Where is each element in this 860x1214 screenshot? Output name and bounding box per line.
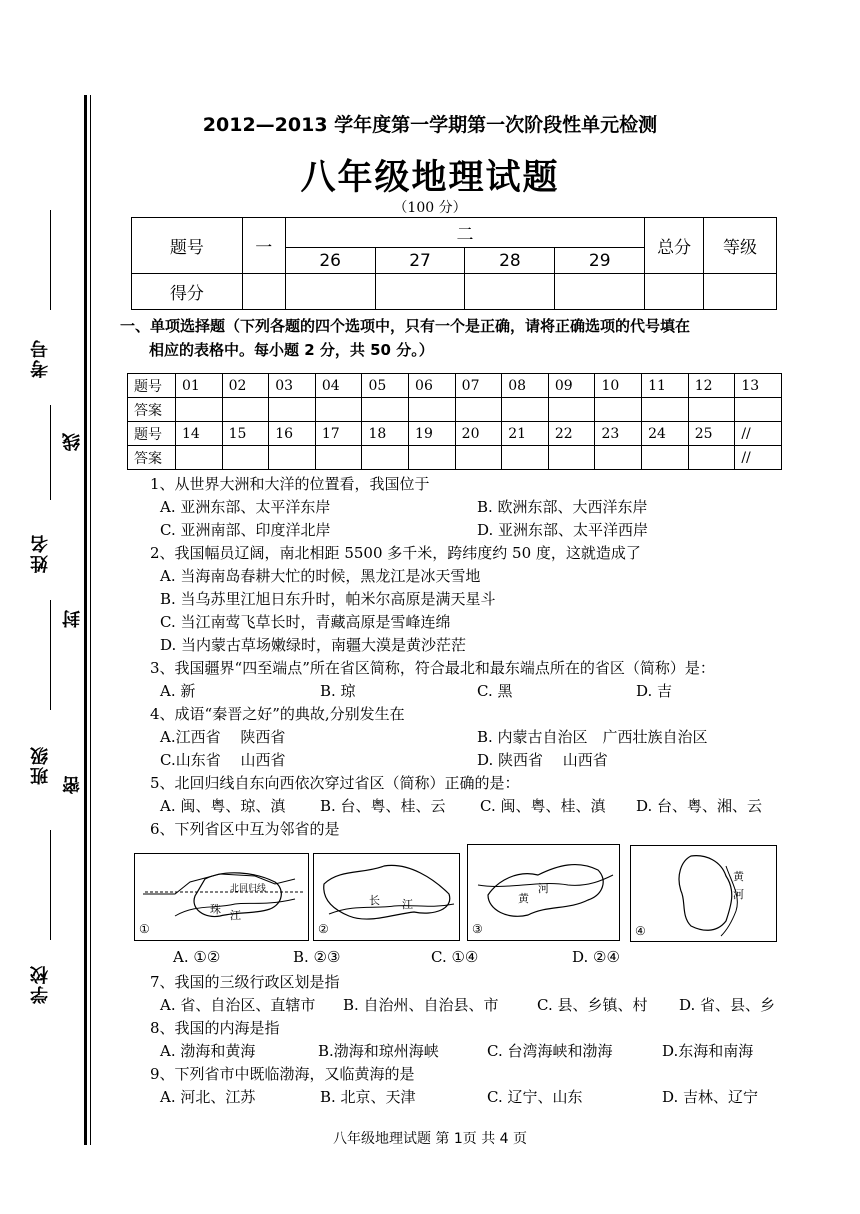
question-number: 07 [455,374,502,398]
map-1-graphic [135,854,308,940]
option[interactable]: D. 当内蒙古草场嫩绿时，南疆大漠是黄沙茫茫 [160,636,467,654]
answer-cell[interactable] [642,398,689,422]
question-stem: 4、成语“秦晋之好”的典故,分别发生在 [150,705,405,723]
exam-subtitle: 2012—2013 学年度第一学期第一次阶段性单元检测 [202,114,658,136]
answer-cell[interactable] [688,446,735,470]
answer-row-label: 题号 [128,422,176,446]
question-number: // [735,422,782,446]
option[interactable]: D. 亚洲东部、太平洋西岸 [477,521,649,539]
answer-cell[interactable] [362,398,409,422]
answer-cell[interactable] [595,398,642,422]
option[interactable]: A. 闽、粤、琼、滇 [160,797,286,815]
question-number: 09 [548,374,595,398]
question-stem: 3、我国疆界“四至端点”所在省区简称，符合最北和最东端点所在的省区（简称）是： [150,659,715,677]
answer-cell[interactable] [455,398,502,422]
question-stem: 7、我国的三级行政区划是指 [150,973,340,991]
blank-line-school [50,830,51,940]
question-number: 05 [362,374,409,398]
question-number: 20 [455,422,502,446]
question-number: 02 [222,374,269,398]
answer-cell[interactable] [735,398,782,422]
option[interactable]: B. 欧洲东部、大西洋东岸 [477,498,648,516]
map-4-number: ④ [635,924,646,938]
score-cell[interactable] [555,274,645,310]
answer-cell[interactable] [269,446,316,470]
question-stem: 5、北回归线自东向西依次穿过省区（简称）正确的是： [150,774,520,792]
option[interactable]: C. 辽宁、山东 [487,1088,583,1106]
seal-char-secret: 密 [62,776,83,794]
option[interactable]: B. ②③ [293,948,341,966]
answer-cell[interactable] [409,398,456,422]
option[interactable]: C. 闽、粤、桂、滇 [480,797,606,815]
question-number: 21 [502,422,549,446]
score-col-two: 二 [285,218,644,248]
option[interactable]: D. ②④ [572,948,620,966]
question-number: 04 [315,374,362,398]
section-heading-line1: 一、单项选择题（下列各题的四个选项中，只有一个是正确，请将正确选项的代号填在 [120,317,691,335]
answer-cell[interactable] [502,398,549,422]
map-4-label-huang: 黄 [733,870,744,883]
blank-line-class [50,600,51,710]
answer-cell[interactable] [409,446,456,470]
map-4-graphic [631,846,776,941]
option[interactable]: B. 台、粤、桂、云 [320,797,446,815]
question-number: 24 [642,422,689,446]
option[interactable]: A. 省、自治区、直辖市 [160,996,316,1014]
option[interactable]: A. 新 [160,682,196,700]
question-number: 14 [176,422,223,446]
question-stem: 6、下列省区中互为邻省的是 [150,820,340,838]
map-4 [630,845,777,942]
question-number: 18 [362,422,409,446]
score-cell[interactable] [465,274,555,310]
score-subcol: 26 [285,248,375,274]
map-3-number: ③ [472,922,483,936]
answer-cell[interactable] [176,398,223,422]
score-cell[interactable] [645,274,704,310]
page-footer: 八年级地理试题 第 1页 共 4 页 [332,1131,528,1147]
option[interactable]: D. 省、县、乡 [679,996,776,1014]
answer-cell[interactable] [362,446,409,470]
option[interactable]: C. 台湾海峡和渤海 [487,1042,613,1060]
answer-cell[interactable] [315,398,362,422]
score-subcol: 28 [465,248,555,274]
map-1 [134,853,309,941]
blank-line-exam-no [50,210,51,310]
answer-cell[interactable] [269,398,316,422]
answer-cell-empty: // [735,446,782,470]
option[interactable]: D.东海和南海 [662,1042,754,1060]
question-number: 19 [409,422,456,446]
map-1-number: ① [139,922,150,936]
label-name: 姓名 [30,533,51,573]
map-1-label-river: 江 [230,909,241,922]
seal-char-seal: 封 [62,610,83,628]
map-1-label-tropic: 北回归线 [230,884,267,894]
question-number: 11 [642,374,689,398]
question-number: 15 [222,422,269,446]
map-3-label-he: 河 [538,882,549,895]
label-exam-no: 考号 [30,338,51,378]
answer-row-label: 答案 [128,446,176,470]
option[interactable]: B. 内蒙古自治区 广西壮族自治区 [477,728,708,746]
score-row-label: 得分 [132,274,243,310]
score-cell[interactable] [242,274,285,310]
map-3 [467,844,620,941]
score-col-total: 总分 [645,218,704,274]
option[interactable]: C. 县、乡镇、村 [537,996,648,1014]
answer-cell[interactable] [595,446,642,470]
option[interactable]: B. 琼 [320,682,356,700]
answer-cell[interactable] [502,446,549,470]
question-number: 22 [548,422,595,446]
score-cell[interactable] [285,274,375,310]
answer-cell[interactable] [222,446,269,470]
option[interactable]: C. 当江南莺飞草长时，青藏高原是雪峰连绵 [160,613,451,631]
option[interactable]: D. 吉林、辽宁 [662,1088,759,1106]
map-3-label-huang: 黄 [518,892,529,905]
question-number: 16 [269,422,316,446]
question-stem: 2、我国幅员辽阔，南北相距 5500 多千米，跨纬度约 50 度，这就造成了 [150,544,641,562]
seal-char-line: 线 [62,433,83,451]
question-stem: 9、下列省市中既临渤海，又临黄海的是 [150,1065,415,1083]
question-number: 08 [502,374,549,398]
option[interactable]: A.江西省 陕西省 [160,728,286,746]
question-stem: 8、我国的内海是指 [150,1019,280,1037]
exam-title: 八年级地理试题 [300,158,560,198]
score-col-grade: 等级 [704,218,777,274]
option[interactable]: D. 陕西省 山西省 [477,751,608,769]
score-col-question: 题号 [132,218,243,274]
option[interactable]: D. 台、粤、湘、云 [636,797,763,815]
score-subcol: 27 [375,248,465,274]
label-class: 班级 [30,745,51,785]
answer-cell[interactable] [688,398,735,422]
answer-cell[interactable] [548,398,595,422]
question-stem: 1、从世界大洲和大洋的位置看，我国位于 [150,475,430,493]
question-number: 06 [409,374,456,398]
answer-cell[interactable] [548,446,595,470]
option[interactable]: B. 当乌苏里江旭日东升时，帕米尔高原是满天星斗 [160,590,496,608]
map-4-label-he: 河 [733,888,744,901]
total-score-note: （100 分） [393,200,467,216]
option[interactable]: A. ①② [173,948,221,966]
score-table [131,217,777,310]
option[interactable]: C. 黑 [477,682,513,700]
question-number: 13 [735,374,782,398]
score-col-one: 一 [242,218,285,274]
map-2-label-jiang: 江 [402,898,413,911]
option[interactable]: D. 吉 [636,682,673,700]
section-heading [120,314,800,362]
option[interactable]: B. 自治州、自治县、市 [343,996,499,1014]
option[interactable]: C. ①④ [431,948,479,966]
option[interactable]: A. 渤海和黄海 [160,1042,256,1060]
option[interactable]: A. 亚洲东部、太平洋东岸 [160,498,331,516]
question-number: 01 [176,374,223,398]
question-number: 03 [269,374,316,398]
answer-cell[interactable] [176,446,223,470]
map-2-graphic [314,854,459,940]
score-cell[interactable] [375,274,465,310]
question-number: 12 [688,374,735,398]
answer-cell[interactable] [642,446,689,470]
question-number: 25 [688,422,735,446]
option[interactable]: B.渤海和琼州海峡 [318,1042,439,1060]
question-number: 17 [315,422,362,446]
option[interactable]: C.山东省 山西省 [160,751,286,769]
option[interactable]: B. 北京、天津 [320,1088,416,1106]
map-2-label-chang: 长 [369,894,380,907]
binding-line-thin [90,95,91,1145]
map-2 [313,853,460,941]
answer-row-label: 题号 [128,374,176,398]
question-number: 10 [595,374,642,398]
section-heading-line2: 相应的表格中。每小题 2 分，共 50 分。） [149,341,434,359]
answer-cell[interactable] [222,398,269,422]
answer-cell[interactable] [455,446,502,470]
map-2-number: ② [318,922,329,936]
option[interactable]: C. 亚洲南部、印度洋北岸 [160,521,331,539]
answer-table [127,373,782,470]
map-1-label-pearl: 珠 [210,903,221,916]
blank-line-name [50,405,51,500]
answer-cell[interactable] [315,446,362,470]
label-school: 学校 [30,964,51,1004]
answer-row-label: 答案 [128,398,176,422]
question-number: 23 [595,422,642,446]
score-cell[interactable] [704,274,777,310]
option[interactable]: A. 当海南岛春耕大忙的时候，黑龙江是冰天雪地 [160,567,481,585]
score-subcol: 29 [555,248,645,274]
option[interactable]: A. 河北、江苏 [160,1088,256,1106]
